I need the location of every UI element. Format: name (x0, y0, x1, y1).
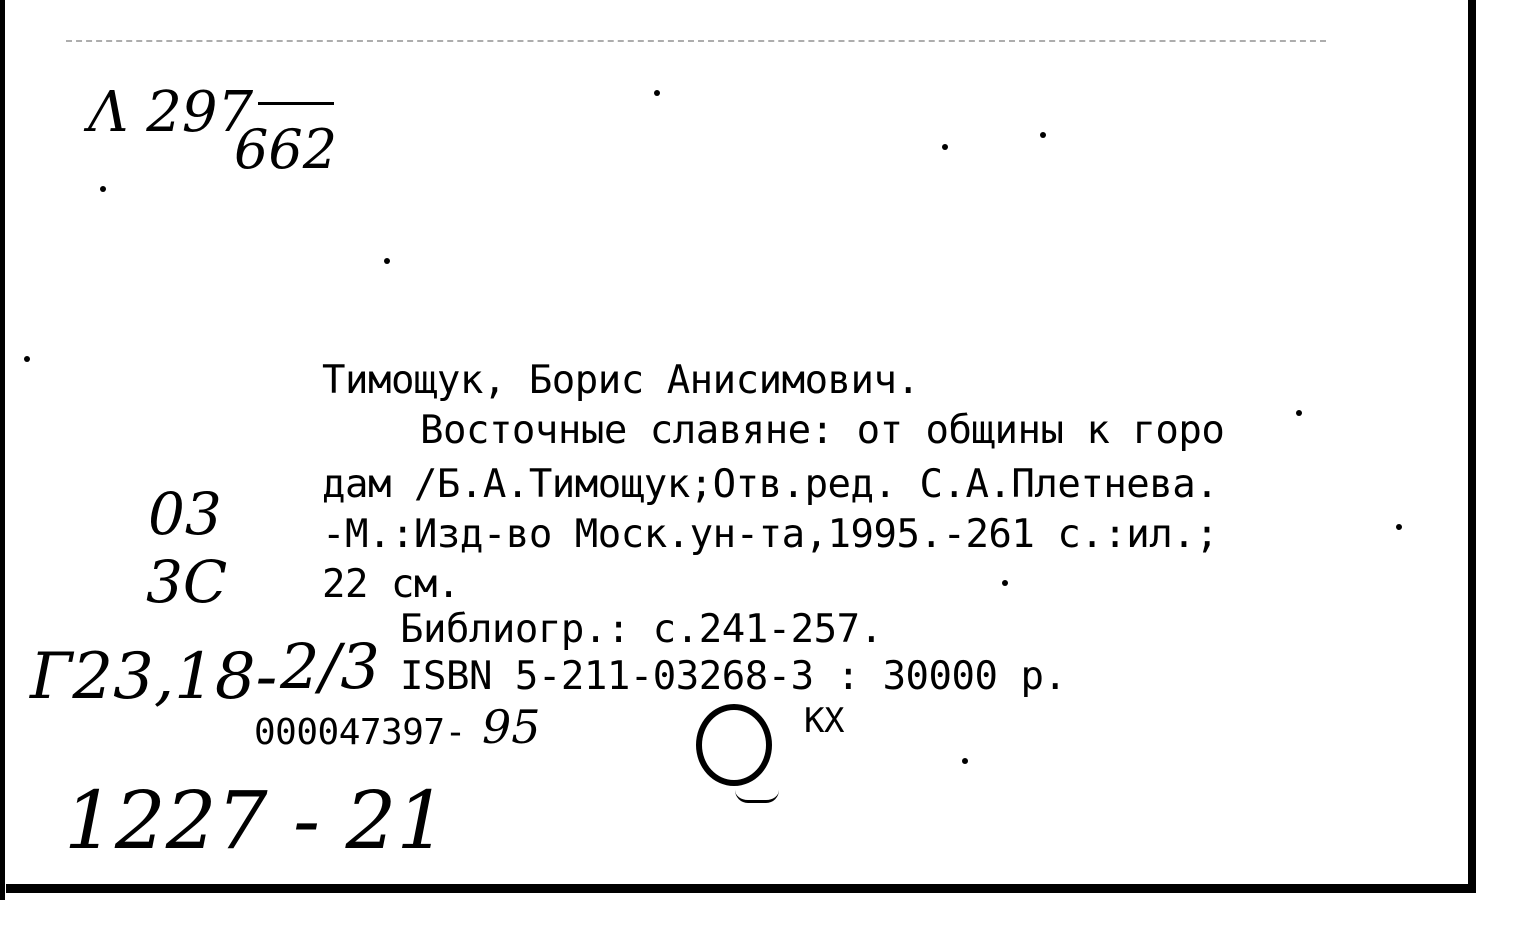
card-left-edge (0, 0, 5, 900)
record-isbn: ISBN 5-211-03268-3 : 30000 р. (400, 654, 1067, 699)
speck (942, 144, 948, 150)
inventory-number: 000047397- (254, 712, 466, 753)
speck (24, 356, 30, 362)
speck (1002, 580, 1008, 586)
shelfmark-main: Λ 297 (88, 80, 254, 145)
bottom-number: 1227 - 21 (64, 774, 448, 867)
code-top: 03 (148, 480, 222, 548)
record-title-line2: дам /Б.А.Тимощук;Отв.ред. С.А.Плетнева. (322, 462, 1219, 507)
classification-left: Г23,18- (30, 640, 278, 714)
record-size: 22 см. (322, 562, 460, 607)
stamp-label: КХ (804, 701, 844, 741)
record-author: Тимощук, Борис Анисимович. (322, 358, 920, 403)
inventory-suffix: 95 (482, 700, 541, 754)
stamp-circle (696, 704, 772, 786)
record-bibliography: Библиогр.: с.241-257. (400, 607, 883, 652)
speck (1396, 524, 1402, 530)
speck (100, 186, 106, 192)
stamp-tail (735, 790, 779, 803)
speck (1040, 132, 1046, 138)
shelfmark-sub: 662 (234, 118, 338, 181)
speck (654, 90, 660, 96)
speck (962, 758, 968, 764)
speck (384, 258, 390, 264)
code-bottom: 3С (146, 548, 228, 616)
record-imprint: -М.:Изд-во Моск.ун-та,1995.-261 с.:ил.; (322, 512, 1219, 557)
shelfmark-fraction-line (258, 102, 334, 105)
perforation-line (66, 40, 1326, 42)
speck (1296, 410, 1302, 416)
record-title-line1: Восточные славяне: от общины к горо (420, 408, 1225, 453)
classification-right: 2/3 (280, 630, 380, 703)
